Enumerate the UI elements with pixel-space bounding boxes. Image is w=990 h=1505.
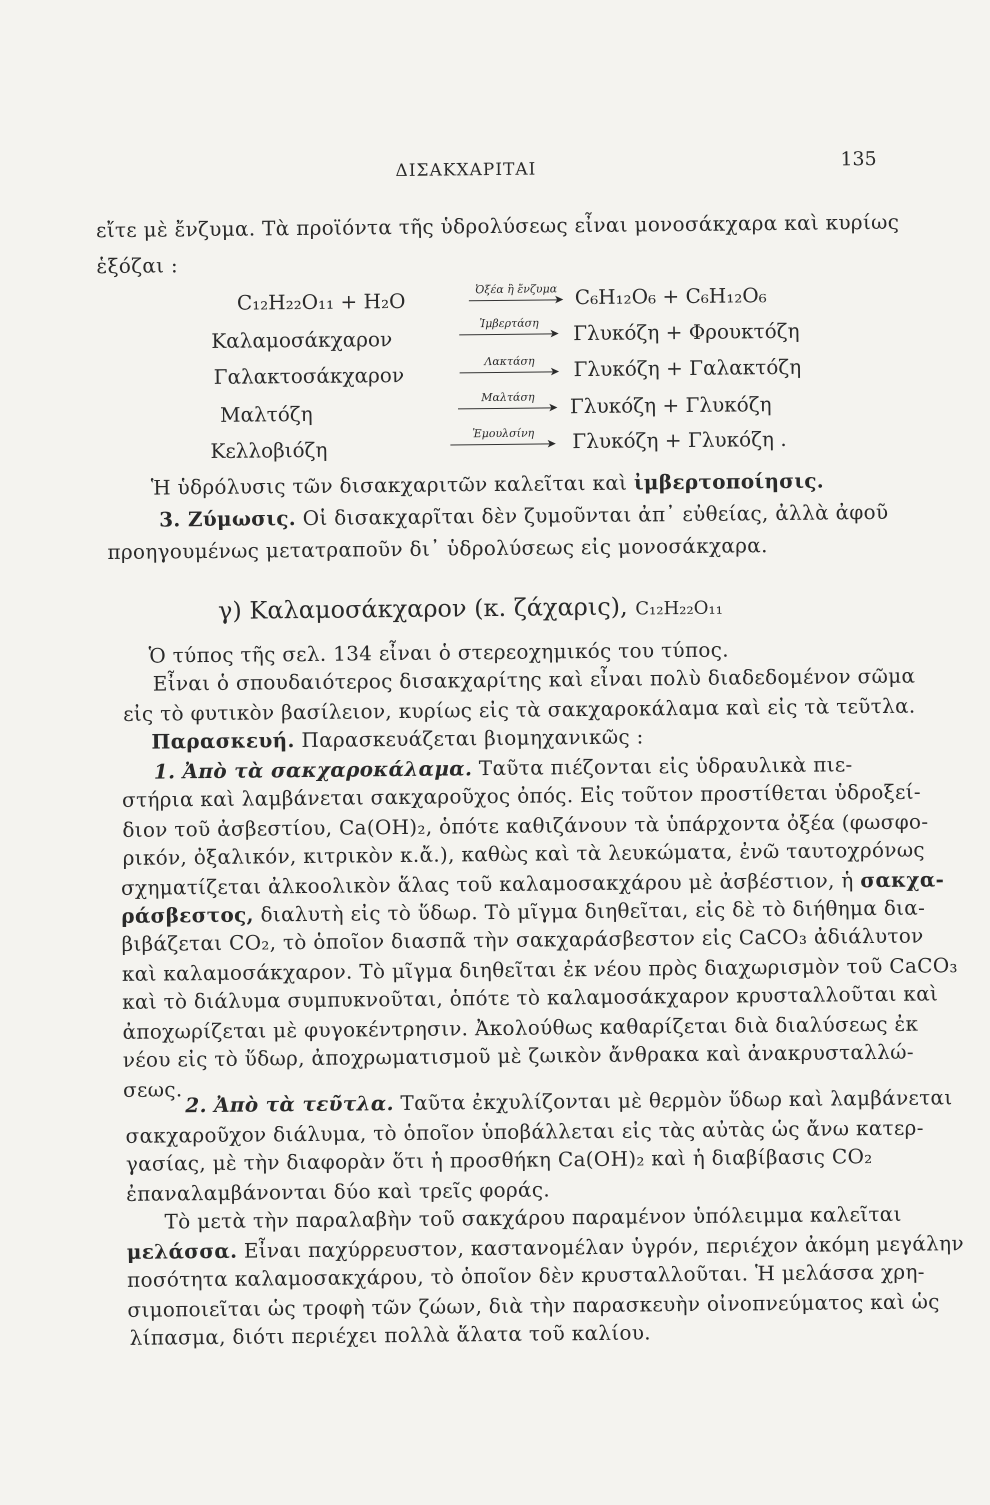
fermentation-text: Οἱ δισακχαρῖται δὲν ζυμοῦνται ἀπ᾿ εὐθείας, ἀλλὰ ἀφοῦ	[302, 499, 889, 531]
sucrate-term-cont: ράσβεστος,	[121, 902, 254, 928]
body-text: διαλυτὴ εἰς τὸ ὕδωρ. Τὸ μῖγμα διηθεῖται, εἰς δὲ τὸ διήθημα δια-	[260, 895, 926, 927]
prep-label: Παρασκευή.	[151, 728, 295, 754]
body-line: στήρια καὶ λαμβάνεται σακχαροῦχος ὀπός. Εἰς τοῦτον προστίθεται ὑδροξεί-	[121, 779, 921, 812]
arrow-head-icon: ➤	[546, 436, 557, 451]
method-1-label: 1. Ἀπὸ τὰ σακχαροκάλαμα.	[153, 756, 473, 784]
body-line: σεως.	[122, 1077, 183, 1102]
prep-text: Παρασκευάζεται βιομηχανικῶς :	[301, 724, 644, 753]
fermentation-line	[159, 500, 889, 532]
body-line: Εἶναι ὁ σπουδαιότερος δισακχαρίτης καὶ εἶναι πολὺ διαδεδομένον σῶμα	[152, 663, 916, 696]
catalyst-label: Ἰμβερτάση	[479, 316, 539, 331]
reaction-arrow	[460, 354, 560, 379]
catalyst-label: Μαλτάση	[481, 390, 535, 405]
arrow-head-icon: ➤	[549, 364, 560, 379]
reaction-right: Γλυκόζη + Γαλακτόζη	[573, 354, 802, 382]
catalyst-label: Λακτάση	[484, 354, 535, 369]
body-line: γασίας, μὲ τὴν διαφορὰν ὅτι ἡ προσθήκη Ca(OH)₂ καὶ ἡ διαβίβασις CO₂	[125, 1144, 873, 1176]
reaction-left: Κελλοβιόζη	[210, 437, 328, 463]
body-line: εἰς τὸ φυτικὸν βασίλειον, κυρίως εἰς τὰ σακχαροκάλαμα καὶ εἰς τὰ τεῦτλα.	[123, 693, 916, 726]
arrow-head-icon: ➤	[549, 326, 560, 341]
body-line: ρικόν, ὀξαλικόν, κιτρικὸν κ.ἄ.), καθὼς καὶ τὰ λευκώματα, ἐνῶ ταυτοχρόνως	[122, 837, 925, 870]
reaction-left: Γαλακτοσάκχαρον	[213, 362, 405, 389]
reaction-left: C₁₂H₂₂O₁₁ + H₂O	[236, 288, 406, 315]
body-line: νέου εἰς τὸ ὕδωρ, ἀποχρωματισμοῦ μὲ ζωικὸν ἄνθρακα καὶ ἀνακρυσταλλώ-	[122, 1039, 914, 1072]
reaction-right: C₆H₁₂O₆ + C₆H₁₂O₆	[574, 283, 767, 310]
fermentation-line-2: προηγουμένως μετατραποῦν δι᾿ ὑδρολύσεως εἰς μονοσάκχαρα.	[107, 533, 768, 565]
method-1-line	[154, 752, 853, 783]
body-line: ἐπαναλαμβάνονται δύο καὶ τρεῖς φοράς.	[126, 1177, 551, 1206]
body-line: Ὁ τύπος τῆς σελ. 134 εἶναι ὁ στερεοχημικός του τύπος.	[148, 637, 729, 668]
reaction-right: Γλυκόζη + Γλυκόζη	[569, 392, 772, 419]
prep-line	[151, 724, 643, 753]
body-line: καὶ τὸ διάλυμα συμπυκνοῦται, ὁπότε τὸ καλαμοσάκχαρον κρυσταλλοῦται καὶ	[122, 981, 939, 1014]
running-header: ΔΙΣΑΚΧΑΡΙΤΑΙ	[395, 159, 537, 182]
body-line	[127, 1231, 964, 1264]
reaction-arrow	[458, 390, 559, 415]
section-title-text: γ) Καλαμοσάκχαρον (κ. ζάχαρις),	[217, 592, 628, 625]
body-line: διον τοῦ ἀσβεστίου, Ca(OH)₂, ὁπότε καθιζάνουν τὰ ὑπάρχοντα ὀξέα (φωσφο-	[122, 809, 929, 842]
hydrolysis-line	[151, 469, 824, 500]
molasses-term: μελάσσα.	[126, 1238, 238, 1264]
method-2-text: Ταῦτα ἐκχυλίζονται μὲ θερμὸν ὕδωρ καὶ λαμβάνεται	[400, 1085, 953, 1116]
body-line	[121, 896, 925, 928]
method-2-label: 2. Ἀπὸ τὰ τεῦτλα.	[185, 1091, 394, 1118]
body-line: Τὸ μετὰ τὴν παραλαβὴν τοῦ σακχάρου παραμένον ὑπόλειμμα καλεῖται	[164, 1201, 902, 1234]
catalyst-label: Ἐμουλσίνη	[472, 426, 535, 441]
body-line: καὶ καλαμοσάκχαρον. Τὸ μῖγμα διηθεῖται ἐκ νέου πρὸς διαχωρισμὸν τοῦ CaCO₃	[121, 953, 958, 986]
fermentation-label: 3. Ζύμωσις.	[159, 506, 297, 532]
body-line: ἀποχωρίζεται μὲ φυγοκέντρησιν. Ἀκολούθως καθαρίζεται διὰ διαλύσεως ἐκ	[122, 1011, 919, 1044]
catalyst-label: Ὀξέα ἢ ἔνζυμα	[475, 282, 558, 297]
reaction-right: Γλυκόζη + Γλυκόζη .	[572, 426, 787, 454]
page-number: 135	[840, 147, 877, 171]
method-1-text: Ταῦτα πιέζονται εἰς ὑδραυλικὰ πιε-	[478, 752, 853, 781]
reaction-arrow	[459, 316, 560, 341]
body-line: βιβάζεται CO₂, τὸ ὁποῖον διασπᾶ τὴν σακχαράσβεστον εἰς CaCO₃ ἀδιάλυτον	[121, 923, 924, 956]
method-2-line	[185, 1085, 952, 1117]
section-formula: C₁₂H₂₂O₁₁	[635, 597, 723, 620]
body-line: ποσότητα καλαμοσακχάρου, τὸ ὁποῖον δὲν κρυσταλλοῦται. Ἡ μελάσσα χρη-	[126, 1259, 925, 1292]
reaction-right: Γλυκόζη + Φρουκτόζη	[573, 318, 800, 346]
reaction-left: Μαλτόζη	[219, 401, 313, 427]
sucrate-term: σακχα-	[860, 867, 945, 893]
body-text: Εἶναι παχύρρευστον, καστανομέλαν ὑγρόν, περιέχον ἀκόμη μεγάλην	[243, 1231, 964, 1263]
reaction-left: Καλαμοσάκχαρον	[211, 327, 393, 353]
intro-line: εἴτε μὲ ἔνζυμα. Τὰ προϊόντα τῆς ὑδρολύσεως εἶναι μονοσάκχαρα καὶ κυρίως	[95, 209, 900, 243]
section-title	[218, 592, 723, 625]
body-line: σιμοποιεῖται ὡς τροφὴ τῶν ζώων, διὰ τὴν παρασκευὴν οἰνοπνεύματος καὶ ὡς	[127, 1289, 940, 1322]
reaction-arrow	[469, 282, 564, 307]
hydrolysis-text: Ἡ ὑδρόλυσις τῶν δισακχαριτῶν καλεῖται καὶ	[150, 470, 628, 500]
hydrolysis-term: ἰμβερτοποίησις.	[633, 468, 825, 495]
body-line: σακχαροῦχον διάλυμα, τὸ ὁποῖον ὑποβάλλεται εἰς τὰς αὐτὰς ὡς ἄνω κατερ-	[125, 1115, 924, 1148]
reaction-arrow	[450, 426, 557, 451]
intro-line: ἑξόζαι :	[96, 253, 179, 279]
body-line	[121, 867, 944, 900]
body-text: σχηματίζεται ἀλκοολικὸν ἅλας τοῦ καλαμοσακχάρου μὲ ἀσβέστιον, ἡ	[120, 868, 854, 900]
arrow-head-icon: ➤	[547, 400, 559, 415]
arrow-head-icon: ➤	[553, 292, 564, 307]
body-line: λίπασμα, διότι περιέχει πολλὰ ἅλατα τοῦ καλίου.	[129, 1320, 652, 1350]
